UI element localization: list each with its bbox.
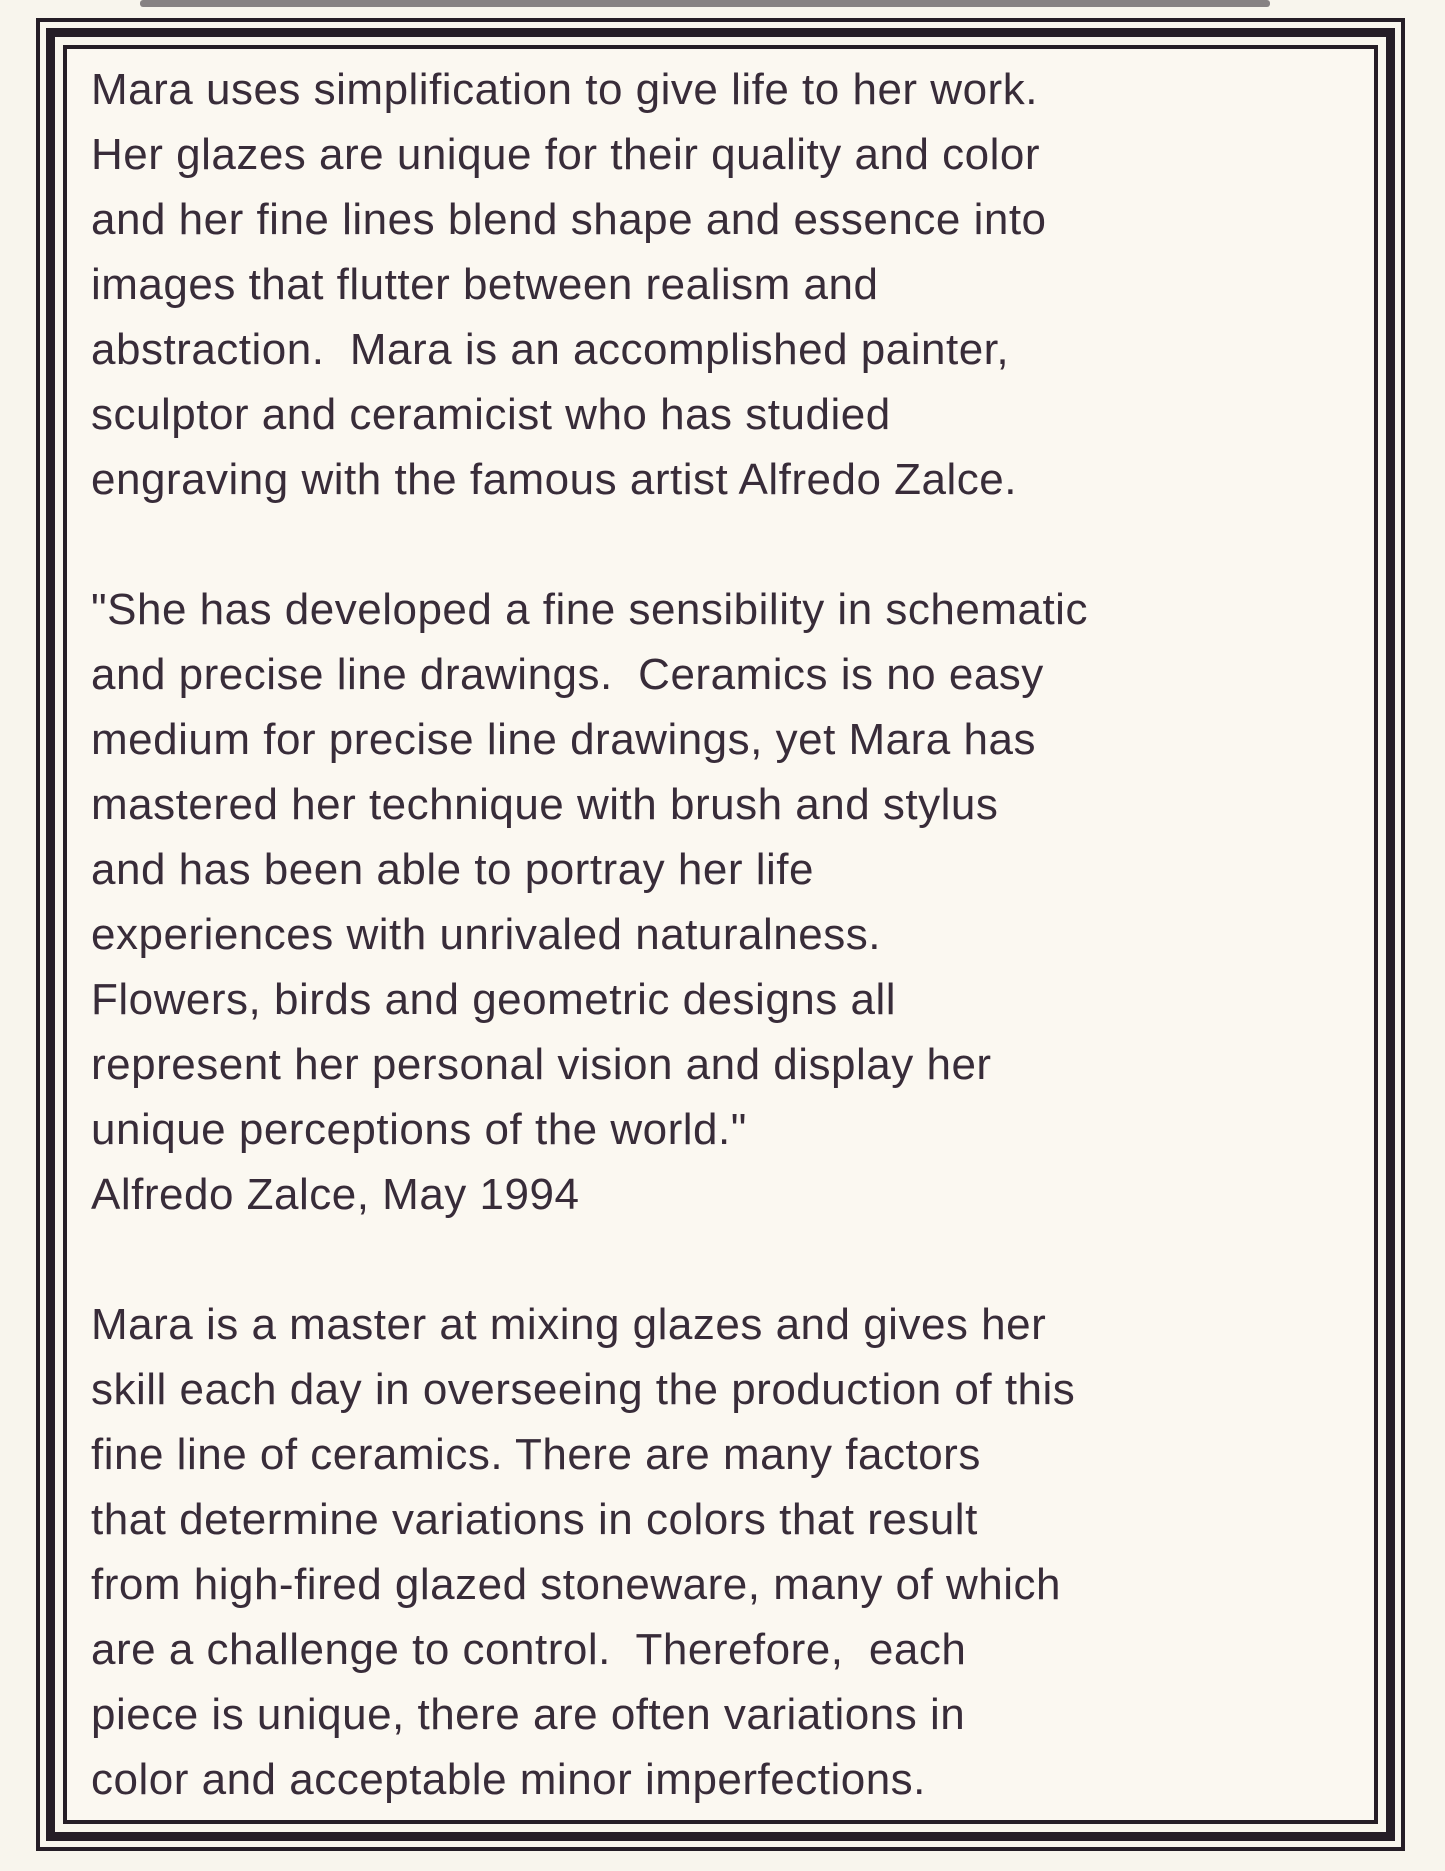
document-page: [63, 45, 1378, 1824]
text-line: that determine variations in colors that result: [91, 1495, 978, 1544]
text-line: medium for precise line drawings, yet Mara has: [91, 715, 1036, 764]
text-line: from high-fired glazed stoneware, many of which: [91, 1560, 1061, 1609]
paragraph-production: [91, 1292, 1366, 1812]
text-line: Mara is a master at mixing glazes and gives her: [91, 1300, 1047, 1349]
text-line: images that flutter between realism and: [91, 260, 879, 309]
text-line: skill each day in overseeing the production of this: [91, 1365, 1076, 1414]
text-line: abstraction. Mara is an accomplished painter,: [91, 325, 1010, 374]
text-line: Mara uses simplification to give life to her work.: [91, 65, 1038, 114]
text-line: represent her personal vision and display her: [91, 1040, 992, 1089]
text-line: and precise line drawings. Ceramics is no easy: [91, 650, 1044, 699]
text-line: fine line of ceramics. There are many factors: [91, 1430, 981, 1479]
text-line: experiences with unrivaled naturalness.: [91, 910, 881, 959]
decorative-frame-middle: [46, 28, 1395, 1841]
text-line: sculptor and ceramicist who has studied: [91, 390, 891, 439]
attribution-line: Alfredo Zalce, May 1994: [91, 1170, 580, 1219]
text-line: piece is unique, there are often variations in: [91, 1690, 966, 1739]
paragraph-intro: [91, 57, 1366, 512]
text-line: and has been able to portray her life: [91, 845, 814, 894]
scan-edge-artifact: [140, 0, 1270, 7]
text-line: mastered her technique with brush and stylus: [91, 780, 999, 829]
text-line: Flowers, birds and geometric designs all: [91, 975, 897, 1024]
text-line: Her glazes are unique for their quality and color: [91, 130, 1041, 179]
decorative-frame-outer: [36, 18, 1405, 1851]
text-line: are a challenge to control. Therefore, each: [91, 1625, 967, 1674]
text-line: and her fine lines blend shape and essence into: [91, 195, 1047, 244]
text-line: unique perceptions of the world.": [91, 1105, 747, 1154]
paragraph-quote: [91, 577, 1366, 1227]
text-line: "She has developed a fine sensibility in schematic: [91, 585, 1088, 634]
text-line: engraving with the famous artist Alfredo Zalce.: [91, 455, 1017, 504]
text-line-last: color and acceptable minor imperfections.: [91, 1755, 926, 1804]
